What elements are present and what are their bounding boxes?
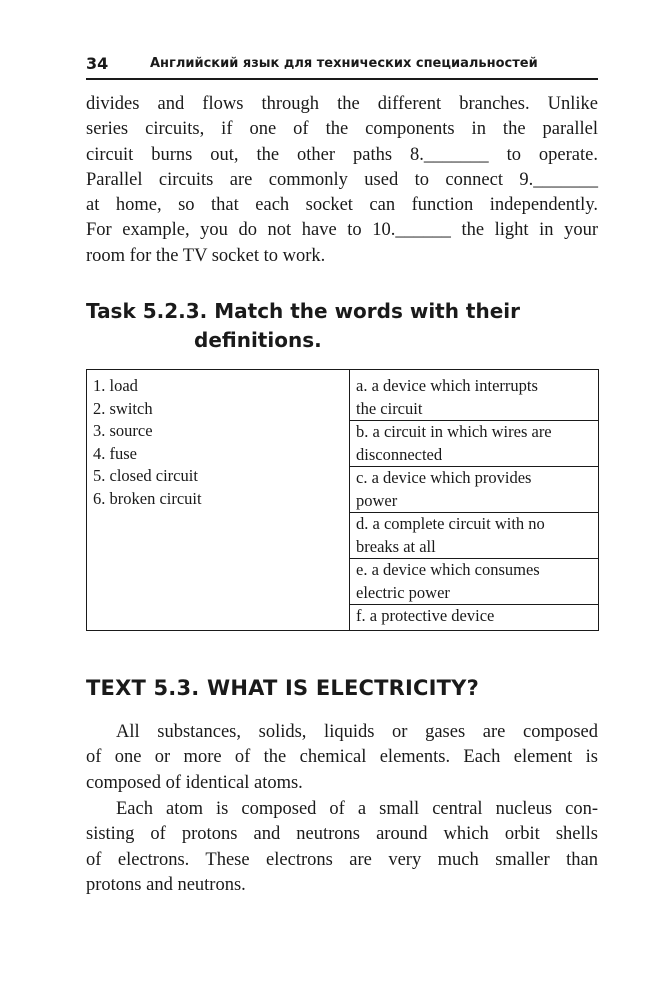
book-title: Английский язык для технических специальностей xyxy=(150,56,538,71)
text-line: For example, you do not have to 10.______ the light in your xyxy=(86,220,598,241)
text-line: Each atom is composed of a small central nucleus con- xyxy=(116,799,598,819)
section-heading: TEXT 5.3. WHAT IS ELECTRICITY? xyxy=(86,676,479,700)
definition-line: power xyxy=(356,490,398,510)
text-line: at home, so that each socket can function independently. xyxy=(86,195,598,216)
definition-line: e. a device which consumes xyxy=(350,558,598,582)
definition-line: breaks at all xyxy=(356,536,436,556)
page-number: 34 xyxy=(86,54,109,73)
text-line: circuit burns out, the other paths 8._______ to operate. xyxy=(86,144,598,165)
text-line: series circuits, if one of the components in the parallel xyxy=(86,119,598,140)
text-line: All substances, solids, liquids or gases are composed xyxy=(116,722,598,742)
text-line: divides and flows through the different branches. Unlike xyxy=(86,94,598,114)
text-line: of electrons. These electrons are very much smaller than xyxy=(86,849,598,870)
word-item: 5. closed circuit xyxy=(93,466,198,485)
task-heading xyxy=(86,297,598,355)
paragraph-parallel-circuits xyxy=(86,92,598,269)
word-item: 3. source xyxy=(93,421,153,440)
matching-table xyxy=(86,369,599,631)
text-line: of one or more of the chemical elements. Each element is xyxy=(86,747,598,768)
text-line: Parallel circuits are commonly used to connect 9._______ xyxy=(86,169,598,190)
word-item: 1. load xyxy=(93,376,138,395)
definition-line: the circuit xyxy=(356,398,423,418)
word-item: 4. fuse xyxy=(93,443,137,463)
definition-line: c. a device which provides xyxy=(350,466,598,490)
task-heading-line2: definitions. xyxy=(194,328,322,352)
text-line: composed of identical atoms. xyxy=(86,772,303,793)
word-item: 6. broken circuit xyxy=(93,488,202,508)
text-line: sisting of protons and neutrons around which orbit shells xyxy=(86,824,598,845)
paragraph-substances xyxy=(86,720,598,796)
definitions-column xyxy=(350,370,599,631)
word-item: 2. switch xyxy=(93,398,153,418)
text-line: protons and neutrons. xyxy=(86,874,246,895)
definition-line: disconnected xyxy=(356,444,443,464)
definition-line: d. a complete circuit with no xyxy=(350,512,598,536)
definition-line: electric power xyxy=(356,582,450,602)
text-line: room for the TV socket to work. xyxy=(86,245,326,266)
paragraph-atoms xyxy=(86,797,598,898)
definition-line: a. a device which interrupts xyxy=(356,376,538,395)
task-heading-line1: Task 5.2.3. Match the words with their xyxy=(86,299,521,323)
words-column xyxy=(87,370,350,631)
definition-line: b. a circuit in which wires are xyxy=(350,420,598,444)
definition-line: f. a protective device xyxy=(350,604,598,628)
running-header xyxy=(86,50,598,80)
